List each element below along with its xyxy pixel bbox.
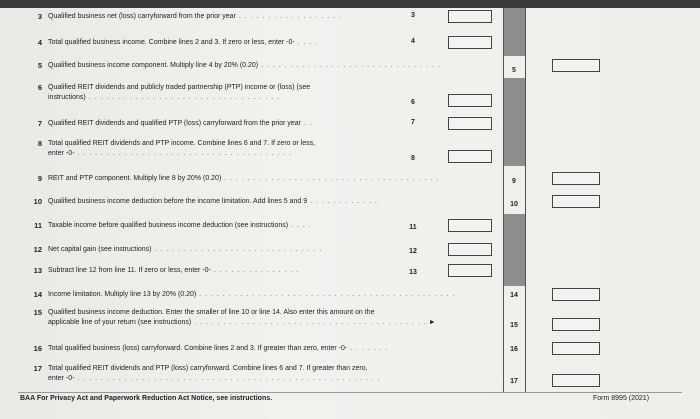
line-field-label: 17 [510,378,518,385]
line-15-input[interactable] [552,318,600,331]
footer-rule [18,392,682,393]
form-sheet [0,8,700,419]
line-number: 17 [33,364,42,373]
line-11-input[interactable] [448,219,492,232]
line-number: 16 [33,344,42,353]
line-8-input[interactable] [448,150,492,163]
line-field-label: 3 [411,12,415,19]
line-field-label: 8 [411,155,415,162]
line-number: 14 [33,290,42,299]
line-number: 6 [37,83,42,92]
line-number: 7 [37,119,42,128]
line-field-label: 4 [411,38,415,45]
line-field-label: 9 [512,178,516,185]
shaded-column-inner [503,8,525,56]
top-dark-edge [0,0,700,8]
line-description: Taxable income before qualified business income deduction (see instructions) . . . . [48,222,312,229]
line-10-input[interactable] [552,195,600,208]
line-field-label: 5 [512,67,516,74]
line-field-label: 15 [510,322,518,329]
line-description: Total qualified business (loss) carryforward. Combine lines 2 and 3. If greater than zero, enter -0- . . . . . . . [48,345,389,352]
line-field-label: 16 [510,346,518,353]
line-description: Qualified business income deduction. Enter the smaller of line 10 or line 14. Also enter this amount on the applicable line of your return (see instructions) . . . . . . . . . . . . . . . . . . . . . . . . . . . . . . . . . . . . . . . . ► [48,309,436,326]
line-description: Net capital gain (see instructions) . . . . . . . . . . . . . . . . . . . . . . . . . . . . . [48,246,323,253]
line-16-input[interactable] [552,342,600,355]
line-description: Total qualified business income. Combine lines 2 and 3. If zero or less, enter -0- . . . . [48,39,319,46]
line-number: 9 [37,174,42,183]
shaded-column-inner-lower [503,78,525,166]
line-4-input[interactable] [448,36,492,49]
line-number: 15 [33,308,42,317]
privacy-notice: BAA For Privacy Act and Paperwork Reduction Act Notice, see instructions. [20,395,273,402]
shaded-column-inner-bottom [503,214,525,286]
line-number: 5 [37,61,42,70]
line-number: 8 [37,139,42,148]
line-description: Qualified business income component. Multiply line 4 by 20% (0.20) . . . . . . . . . . . . . . . . . . . . . . . . . . . . . . . [48,62,441,69]
line-description: Qualified REIT dividends and publicly traded partnership (PTP) income or (loss) (see instructions) . . . . . . . . . . . . . . . . . . . . . . . . . . . . . . . . . [48,84,311,101]
line-description: REIT and PTP component. Multiply line 8 by 20% (0.20) . . . . . . . . . . . . . . . . . . . . . . . . . . . . . . . . . . . . . [48,175,440,182]
line-14-input[interactable] [552,288,600,301]
line-description: Qualified business income deduction before the income limitation. Add lines 5 and 9 . . . . . . . . . . . . [48,198,378,205]
line-number: 11 [34,221,42,230]
line-description: Qualified business net (loss) carryforward from the prior year . . . . . . . . . . . . . . . . . . [48,13,342,20]
line-description: Income limitation. Multiply line 13 by 20% (0.20) . . . . . . . . . . . . . . . . . . . . . . . . . . . . . . . . . . . . . . . . . . . . [48,291,456,298]
line-12-input[interactable] [448,243,492,256]
line-17-input[interactable] [552,374,600,387]
line-number: 10 [33,197,42,206]
line-13-input[interactable] [448,264,492,277]
line-field-label: 11 [409,224,417,231]
form-id: Form 8995 (2021) [593,395,650,402]
line-9-input[interactable] [552,172,600,185]
line-description: Total qualified REIT dividends and PTP income. Combine lines 6 and 7. If zero or less, enter -0- . . . . . . . . . . . . . . . . . . . . . . . . . . . . . . . . . . . . . [48,140,316,157]
line-3-input[interactable] [448,10,492,23]
line-number: 3 [37,12,42,21]
line-field-label: 12 [409,248,417,255]
line-5-input[interactable] [552,59,600,72]
line-number: 4 [37,38,42,47]
line-field-label: 14 [510,292,518,299]
line-field-label: 13 [409,269,417,276]
line-6-input[interactable] [448,94,492,107]
line-description: Subtract line 12 from line 11. If zero or less, enter -0- . . . . . . . . . . . . . . . [48,267,300,274]
line-description: Qualified REIT dividends and qualified PTP (loss) carryforward from the prior year . . [48,120,313,127]
line-field-label: 7 [411,119,415,126]
column-divider [525,8,526,393]
line-description: Total qualified REIT dividends and PTP (loss) carryforward. Combine lines 6 and 7. If greater than zero, enter -0- . . . . . . . . . . . . . . . . . . . . . . . . . . . . . . . . . . . . . . . . . . . . . . . . . . . . [48,365,381,382]
line-7-input[interactable] [448,117,492,130]
line-number: 13 [33,266,42,275]
line-number: 12 [33,245,42,254]
line-field-label: 10 [510,201,518,208]
line-field-label: 6 [411,99,415,106]
